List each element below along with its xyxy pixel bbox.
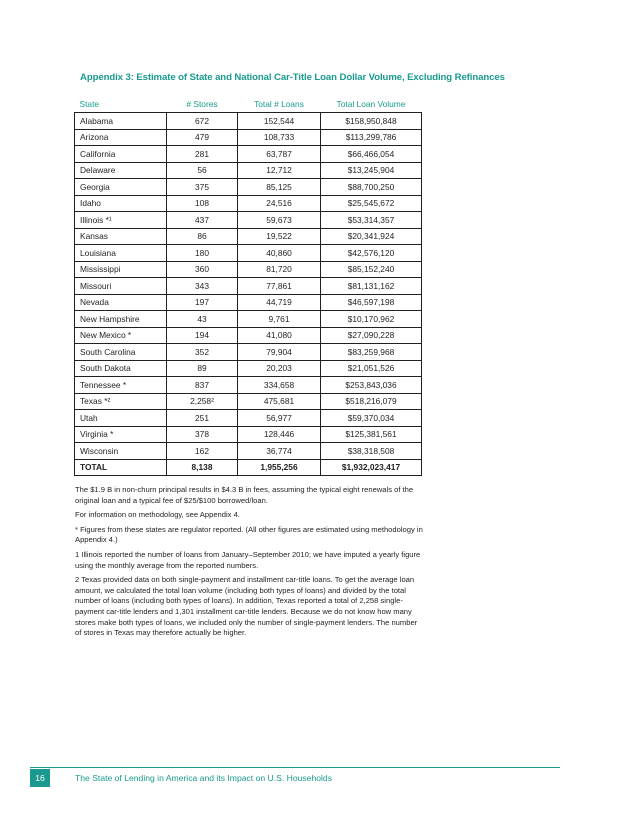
cell-loans: 334,658 <box>238 377 321 394</box>
loan-volume-table <box>74 95 422 476</box>
cell-loans: 19,522 <box>238 228 321 245</box>
cell-loans: 152,544 <box>238 113 321 130</box>
cell-loans: 128,446 <box>238 426 321 443</box>
cell-volume: $27,090,228 <box>321 327 422 344</box>
cell-volume: $81,131,162 <box>321 278 422 295</box>
total-cell-state: TOTAL <box>75 459 167 476</box>
cell-loans: 40,860 <box>238 245 321 262</box>
cell-state: Louisiana <box>75 245 167 262</box>
cell-volume: $13,245,904 <box>321 162 422 179</box>
table-row <box>75 278 422 295</box>
cell-volume: $66,466,054 <box>321 146 422 163</box>
cell-state: Texas *² <box>75 393 167 410</box>
table-row <box>75 344 422 361</box>
cell-stores: 86 <box>167 228 238 245</box>
cell-volume: $85,152,240 <box>321 261 422 278</box>
cell-volume: $518,216,079 <box>321 393 422 410</box>
total-cell-stores: 8,138 <box>167 459 238 476</box>
table-row <box>75 245 422 262</box>
table-row <box>75 327 422 344</box>
table-row <box>75 162 422 179</box>
cell-state: Kansas <box>75 228 167 245</box>
cell-state: California <box>75 146 167 163</box>
table-row <box>75 228 422 245</box>
cell-volume: $158,950,848 <box>321 113 422 130</box>
cell-loans: 20,203 <box>238 360 321 377</box>
cell-stores: 378 <box>167 426 238 443</box>
table-row <box>75 443 422 460</box>
cell-volume: $10,170,962 <box>321 311 422 328</box>
cell-state: Mississippi <box>75 261 167 278</box>
table-row <box>75 410 422 427</box>
cell-loans: 24,516 <box>238 195 321 212</box>
cell-state: South Dakota <box>75 360 167 377</box>
note-texas: 2 Texas provided data on both single-payment and installment car-title loans. To get the average loan amount, we calculated the total loan volume (including both types of loans) and divided by the total number of loans (including both types of loans). In addition, Texas reported a total of 2,258 single-payment car-title lenders and 1,301 installment car-title lenders. Because we do not know how many stores make both types of loans, we included only the number of single-payment lenders. The number of stores in Texas may therefore actually be higher. <box>75 575 418 638</box>
cell-state: Idaho <box>75 195 167 212</box>
cell-state: Utah <box>75 410 167 427</box>
cell-stores: 281 <box>167 146 238 163</box>
header-stores: # Stores <box>167 95 238 113</box>
cell-loans: 9,761 <box>238 311 321 328</box>
cell-stores: 360 <box>167 261 238 278</box>
cell-state: Tennessee * <box>75 377 167 394</box>
table-row <box>75 426 422 443</box>
cell-volume: $113,299,786 <box>321 129 422 146</box>
total-cell-volume: $1,932,023,417 <box>321 459 422 476</box>
cell-volume: $21,051,526 <box>321 360 422 377</box>
cell-state: Arizona <box>75 129 167 146</box>
table-row <box>75 377 422 394</box>
note-fees: The $1.9 B in non-churn principal results in $4.3 B in fees, assuming the typical eight renewals of the original loan and a typical fee of $25/$100 borrowed/loan. <box>75 485 414 505</box>
appendix-title: Appendix 3: Estimate of State and National Car-Title Loan Dollar Volume, Excluding Refinances <box>80 72 505 83</box>
cell-volume: $46,597,198 <box>321 294 422 311</box>
cell-loans: 77,861 <box>238 278 321 295</box>
cell-loans: 56,977 <box>238 410 321 427</box>
note-regulator-reported: * Figures from these states are regulator reported. (All other figures are estimated using methodology in Appendix 4.) <box>75 524 423 545</box>
table-row <box>75 261 422 278</box>
cell-volume: $59,370,034 <box>321 410 422 427</box>
cell-stores: 672 <box>167 113 238 130</box>
cell-loans: 12,712 <box>238 162 321 179</box>
footnotes <box>75 485 425 643</box>
cell-loans: 81,720 <box>238 261 321 278</box>
cell-state: Wisconsin <box>75 443 167 460</box>
cell-volume: $38,318,508 <box>321 443 422 460</box>
cell-state: Nevada <box>75 294 167 311</box>
cell-stores: 108 <box>167 195 238 212</box>
cell-stores: 837 <box>167 377 238 394</box>
cell-loans: 44,719 <box>238 294 321 311</box>
cell-state: Georgia <box>75 179 167 196</box>
cell-volume: $20,341,924 <box>321 228 422 245</box>
table-row <box>75 146 422 163</box>
cell-loans: 41,080 <box>238 327 321 344</box>
cell-stores: 251 <box>167 410 238 427</box>
cell-stores: 56 <box>167 162 238 179</box>
cell-stores: 180 <box>167 245 238 262</box>
cell-state: Illinois *¹ <box>75 212 167 229</box>
cell-volume: $88,700,250 <box>321 179 422 196</box>
cell-loans: 475,681 <box>238 393 321 410</box>
cell-state: Missouri <box>75 278 167 295</box>
cell-stores: 162 <box>167 443 238 460</box>
cell-loans: 79,904 <box>238 344 321 361</box>
total-cell-loans: 1,955,256 <box>238 459 321 476</box>
table-row <box>75 129 422 146</box>
cell-stores: 43 <box>167 311 238 328</box>
cell-volume: $253,843,036 <box>321 377 422 394</box>
cell-stores: 343 <box>167 278 238 295</box>
cell-state: Alabama <box>75 113 167 130</box>
cell-state: New Hampshire <box>75 311 167 328</box>
note-illinois: 1 Illinois reported the number of loans from January–September 2010; we have imputed a yearly figure using the monthly average from the reported numbers. <box>75 549 421 570</box>
cell-volume: $25,545,672 <box>321 195 422 212</box>
header-state: State <box>75 95 167 113</box>
table-body <box>75 113 422 476</box>
cell-volume: $125,381,561 <box>321 426 422 443</box>
note-methodology: For information on methodology, see Appendix 4. <box>75 510 240 520</box>
cell-state: New Mexico * <box>75 327 167 344</box>
table-row <box>75 311 422 328</box>
cell-state: South Carolina <box>75 344 167 361</box>
cell-stores: 194 <box>167 327 238 344</box>
cell-stores: 375 <box>167 179 238 196</box>
cell-loans: 108,733 <box>238 129 321 146</box>
cell-stores: 479 <box>167 129 238 146</box>
header-total-loans: Total # Loans <box>238 95 321 113</box>
table-row <box>75 360 422 377</box>
cell-stores: 197 <box>167 294 238 311</box>
table-header-row <box>75 95 422 113</box>
cell-loans: 85,125 <box>238 179 321 196</box>
cell-state: Delaware <box>75 162 167 179</box>
cell-volume: $53,314,357 <box>321 212 422 229</box>
table-row <box>75 212 422 229</box>
header-total-volume: Total Loan Volume <box>321 95 422 113</box>
cell-loans: 59,673 <box>238 212 321 229</box>
table-row <box>75 393 422 410</box>
cell-stores: 89 <box>167 360 238 377</box>
cell-stores: 352 <box>167 344 238 361</box>
page-number: 16 <box>30 769 50 787</box>
cell-volume: $83,259,968 <box>321 344 422 361</box>
cell-stores: 437 <box>167 212 238 229</box>
table-row <box>75 195 422 212</box>
footer-title: The State of Lending in America and its Impact on U.S. Households <box>75 773 333 783</box>
cell-loans: 63,787 <box>238 146 321 163</box>
table-total-row <box>75 459 422 476</box>
cell-loans: 36,774 <box>238 443 321 460</box>
table-row <box>75 179 422 196</box>
cell-stores: 2,258² <box>167 393 238 410</box>
cell-volume: $42,576,120 <box>321 245 422 262</box>
footer-divider <box>30 767 560 768</box>
cell-state: Virginia * <box>75 426 167 443</box>
table-row <box>75 113 422 130</box>
table-row <box>75 294 422 311</box>
